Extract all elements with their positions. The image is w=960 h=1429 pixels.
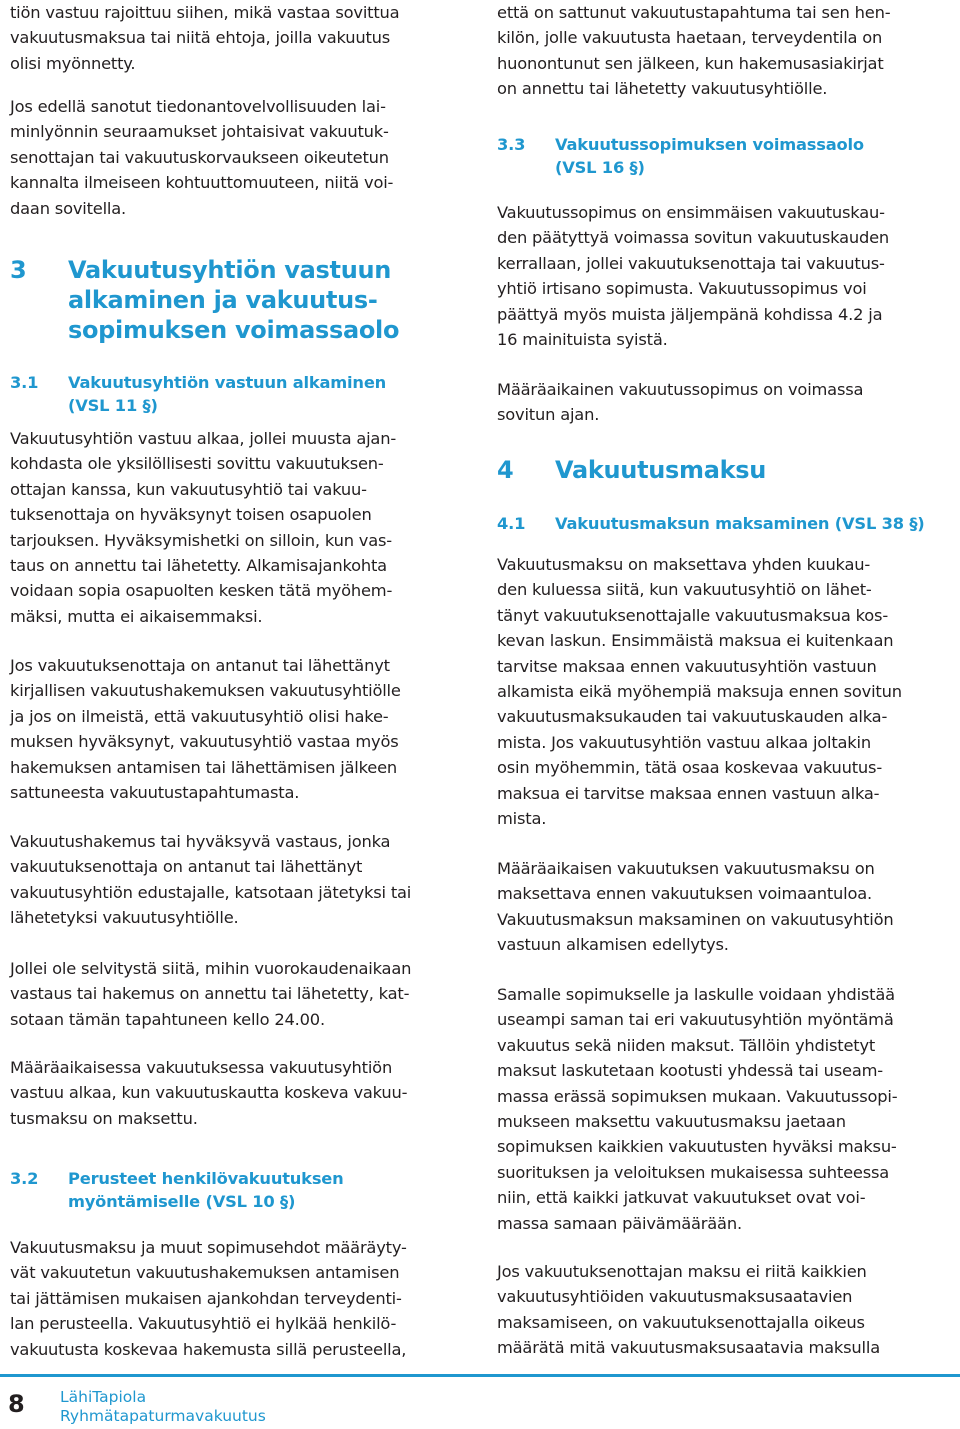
section-number: 3.2 [10, 1169, 39, 1188]
right-paragraph-7: Jos vakuutuksenottajan maksu ei riitä kaikkien vakuutusyhtiöiden vakuutusmaksusaatavien maksamiseen, on vakuutuksenottajalla oikeus määrätä mitä vakuutusmaksusaatavia maksulla [497, 1262, 880, 1358]
brand-name: LähiTapiola [60, 1388, 147, 1406]
footer-brand [60, 1388, 266, 1426]
section-title: Vakuutusyhtiön vastuun alkaminen ja vakuutus- sopimuksen voimassaolo [68, 256, 400, 344]
left-paragraph-8: Vakuutusmaksu ja muut sopimusehdot määräyty- vät vakuutetun vakuutushakemuksen antamisen tai jättämisen mukaisen ajankohdan terveydenti- lan perusteella. Vakuutusyhtiö ei hylkää henkilö- vakuutusta koskevaa hakemusta sillä perusteella, [10, 1238, 407, 1359]
right-paragraph-6: Samalle sopimukselle ja laskulle voidaan yhdistää useampi saman tai eri vakuutusyhtiön myöntämä vakuutus sekä niiden maksut. Tällöin yhdistetyt maksut laskutetaan kootusti yhdessä tai useam- massa erässä sopimuksen mukaan. Vakuutussopi- mukseen maksettu vakuutusmaksu jaetaan sopimuksen kaikkien vakuutusten hyväksi maksu- suorituksen ja veloituksen mukaisessa suhteessa niin, että kaikki jatkuvat vakuutukset ovat voi- massa samaan päivämäärään. [497, 985, 898, 1233]
section-number: 3.3 [497, 135, 526, 154]
left-paragraph-2: Jos edellä sanotut tiedonantovelvollisuuden lai- minlyönnin seuraamukset johtaisivat vakuutuk- senottajan tai vakuutuskorvaukseen oikeutetun kannalta ilmeiseen kohtuuttomuuteen, niitä voi- daan sovitella. [10, 97, 394, 218]
section-title: Vakuutussopimuksen voimassaolo (VSL 16 §) [555, 135, 864, 177]
left-paragraph-4: Jos vakuutuksenottaja on antanut tai lähettänyt kirjallisen vakuutushakemuksen vakuutusyhtiölle ja jos on ilmeistä, että vakuutusyhtiö olisi hake- muksen hyväksynyt, vakuutusyhtiö vastaa myös hakemuksen antamisen tai lähettämisen jälkeen sattuneesta vakuutustapahtumasta. [10, 656, 401, 803]
section-3-heading [10, 255, 399, 345]
section-title: Vakuutusmaksun maksaminen (VSL 38 §) [555, 514, 925, 533]
section-title: Perusteet henkilövakuutuksen myöntämiselle (VSL 10 §) [68, 1169, 344, 1211]
section-4-heading [497, 455, 766, 485]
right-paragraph-3: Määräaikainen vakuutussopimus on voimassa sovitun ajan. [497, 380, 864, 425]
section-3-3-heading [497, 133, 864, 179]
left-paragraph-7: Määräaikaisessa vakuutuksessa vakuutusyhtiön vastuu alkaa, kun vakuutuskautta koskeva vakuu- tusmaksu on maksettu. [10, 1058, 408, 1128]
left-paragraph-6: Jollei ole selvitystä siitä, mihin vuorokaudenaikaan vastaus tai hakemus on annettu tai lähetetty, kat- sotaan tämän tapahtuneen kello 24.00. [10, 959, 412, 1029]
section-title: Vakuutusyhtiön vastuun alkaminen (VSL 11 §) [68, 373, 387, 415]
section-number: 4.1 [497, 514, 526, 533]
section-number: 3.1 [10, 373, 39, 392]
right-paragraph-5: Määräaikaisen vakuutuksen vakuutusmaksu on maksettava ennen vakuutuksen voimaantuloa. Vakuutusmaksun maksaminen on vakuutusyhtiön vastuun alkamisen edellytys. [497, 859, 894, 955]
section-title: Vakuutusmaksu [555, 456, 767, 484]
footer-rule [0, 1374, 960, 1377]
right-paragraph-1: että on sattunut vakuutustapahtuma tai sen hen- kilön, jolle vakuutusta haetaan, terveydentila on huonontunut sen jälkeen, kun hakemusasiakirjat on annettu tai lähetetty vakuutusyhtiölle. [497, 3, 891, 99]
left-paragraph-5: Vakuutushakemus tai hyväksyvä vastaus, jonka vakuutuksenottaja on antanut tai lähettänyt vakuutusyhtiön edustajalle, katsotaan jätetyksi tai lähetetyksi vakuutusyhtiölle. [10, 832, 412, 928]
section-number: 4 [497, 456, 514, 484]
section-number: 3 [10, 256, 27, 284]
section-3-2-heading [10, 1167, 344, 1213]
left-paragraph-1: tiön vastuu rajoittuu siihen, mikä vastaa sovittua vakuutusmaksua tai niitä ehtoja, joilla vakuutus olisi myönnetty. [10, 3, 400, 73]
right-paragraph-2: Vakuutussopimus on ensimmäisen vakuutuskau- den päätyttyä voimassa sovitun vakuutuskauden kerrallaan, jollei vakuutuksenottaja tai vakuutus- yhtiö irtisano sopimusta. Vakuutussopimus voi päättyä myös muista jäljempänä kohdissa 4.2 ja 16 mainituista syistä. [497, 203, 890, 350]
section-4-1-heading [497, 512, 925, 535]
product-name: Ryhmätapaturmavakuutus [60, 1407, 266, 1425]
section-3-1-heading [10, 371, 386, 417]
right-paragraph-4: Vakuutusmaksu on maksettava yhden kuukau- den kuluessa siitä, kun vakuutusyhtiö on lähet- tänyt vakuutuksenottajalle vakuutusmaksua kos- kevan laskun. Ensimmäistä maksua ei kuitenkaan tarvitse maksaa ennen vakuutusyhtiön vastuun alkamista eikä myöhempiä maksuja ennen sovitun vakuutusmaksukauden tai vakuutuskauden alka- mista. Jos vakuutusyhtiön vastuu alkaa joltakin osin myöhemmin, tätä osaa koskevaa vakuutus- maksua ei tarvitse maksaa ennen vastuun alka- mista. [497, 555, 902, 829]
page-number: 8 [8, 1390, 25, 1418]
left-paragraph-3: Vakuutusyhtiön vastuu alkaa, jollei muusta ajan- kohdasta ole yksilöllisesti sovittu vakuutuksen- ottajan kanssa, kun vakuutusyhtiö tai vakuu- tuksenottaja on hyväksynyt toisen osapuolen tarjouksen. Hyväksymishetki on silloin, kun vas- taus on annettu tai lähetetty. Alkamisajankohta voidaan sopia osapuolten kesken tätä myöhem- mäksi, mutta ei aikaisemmaksi. [10, 429, 396, 626]
